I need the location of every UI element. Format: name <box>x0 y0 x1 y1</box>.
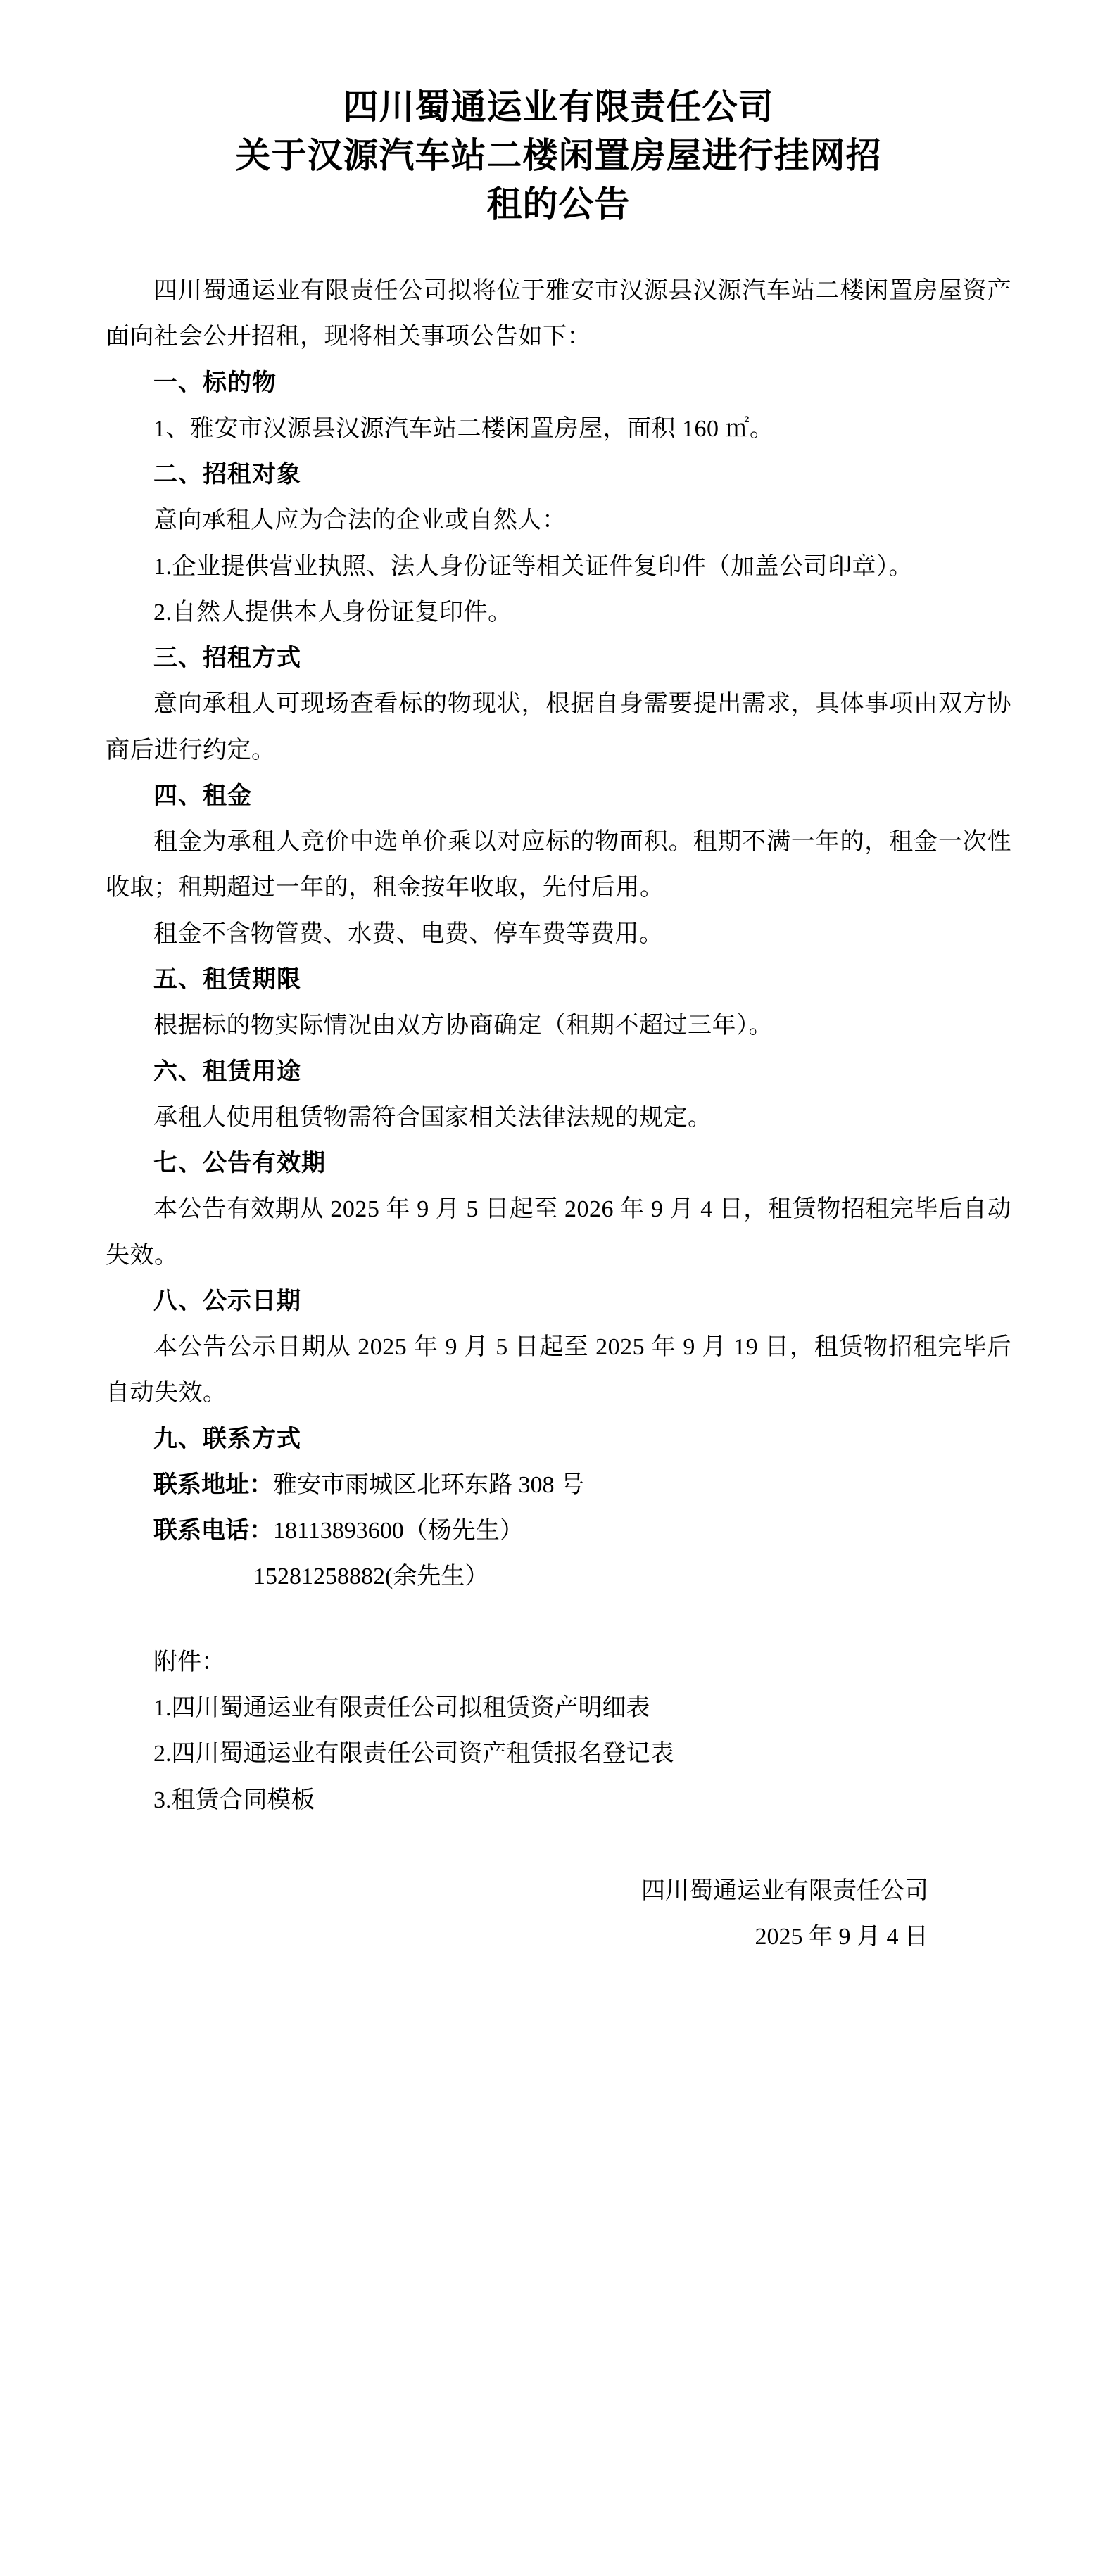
section-heading-4: 四、租金 <box>153 782 252 809</box>
section-8-paragraph-1: 本公告公示日期从 2025 年 9 月 5 日起至 2025 年 9 月 19 日，租赁物招租完毕后自动失效。 <box>106 1334 1011 1407</box>
contact-phone-value: 18113893600（杨先生） <box>273 1518 524 1544</box>
section-heading-2: 二、招租对象 <box>153 461 301 488</box>
attachments-block <box>106 1639 1011 1823</box>
signature-company: 四川蜀通运业有限责任公司 <box>641 1877 928 1904</box>
section-2-paragraph-2: 1.企业提供营业执照、法人身份证等相关证件复印件（加盖公司印章）。 <box>153 553 913 580</box>
attachment-item-3: 3.租赁合同模板 <box>153 1787 315 1813</box>
attachment-item-2: 2.四川蜀通运业有限责任公司资产租赁报名登记表 <box>153 1741 674 1768</box>
spacer <box>106 1600 1011 1639</box>
section-4-paragraph-1: 租金为承租人竞价中选单价乘以对应标的物面积。租期不满一年的，租金一次性收取；租期超过一年的，租金按年收取，先付后用。 <box>106 829 1011 901</box>
attachments-label: 附件： <box>153 1649 225 1675</box>
contact-address-value: 雅安市雨城区北环东路 308 号 <box>273 1471 584 1498</box>
contact-phone-label: 联系电话： <box>153 1517 273 1544</box>
section-4-paragraph-2: 租金不含物管费、水费、电费、停车费等费用。 <box>153 920 664 947</box>
intro-paragraph: 四川蜀通运业有限责任公司拟将位于雅安市汉源县汉源汽车站二楼闲置房屋资产面向社会公开招租，现将相关事项公告如下： <box>106 278 1011 350</box>
contact-address <box>106 1462 1011 1508</box>
section-heading-7: 七、公告有效期 <box>153 1150 326 1177</box>
section-1-paragraph-1: 1、雅安市汉源县汉源汽车站二楼闲置房屋，面积 160 ㎡。 <box>153 415 774 442</box>
title-line-1: 四川蜀通运业有限责任公司 <box>343 87 774 127</box>
contact-phone <box>106 1508 1011 1554</box>
contact-address-label: 联系地址： <box>153 1471 273 1498</box>
signature-block <box>106 1868 1011 1960</box>
section-7-paragraph-1: 本公告有效期从 2025 年 9 月 5 日起至 2026 年 9 月 4 日，租赁物招租完毕后自动失效。 <box>106 1196 1011 1269</box>
title-line-3: 租的公告 <box>486 184 631 224</box>
title-line-2: 关于汉源汽车站二楼闲置房屋进行挂网招 <box>235 136 882 175</box>
section-2-paragraph-1: 意向承租人应为合法的企业或自然人： <box>153 507 567 534</box>
document-body <box>106 268 1011 1960</box>
section-5-paragraph-1: 根据标的物实际情况由双方协商确定（租期不超过三年）。 <box>153 1013 773 1039</box>
section-heading-3: 三、招租方式 <box>153 645 301 672</box>
attachment-item-1: 1.四川蜀通运业有限责任公司拟租赁资产明细表 <box>153 1694 650 1721</box>
section-3-paragraph-1: 意向承租人可现场查看标的物现状，根据自身需要提出需求，具体事项由双方协商后进行约定。 <box>106 691 1011 763</box>
contact-phone-secondary: 15281258882(余先生） <box>253 1563 489 1590</box>
signature-date: 2025 年 9 月 4 日 <box>755 1924 928 1950</box>
section-6-paragraph-1: 承租人使用租赁物需符合国家相关法律法规的规定。 <box>153 1104 712 1131</box>
section-heading-9: 九、联系方式 <box>153 1425 301 1452</box>
section-heading-1: 一、标的物 <box>153 369 277 396</box>
section-2-paragraph-3: 2.自然人提供本人身份证复印件。 <box>153 599 512 626</box>
section-heading-8: 八、公示日期 <box>153 1287 301 1314</box>
section-heading-6: 六、租赁用途 <box>153 1058 301 1085</box>
section-heading-5: 五、租赁期限 <box>153 965 301 993</box>
page-title <box>155 83 962 229</box>
